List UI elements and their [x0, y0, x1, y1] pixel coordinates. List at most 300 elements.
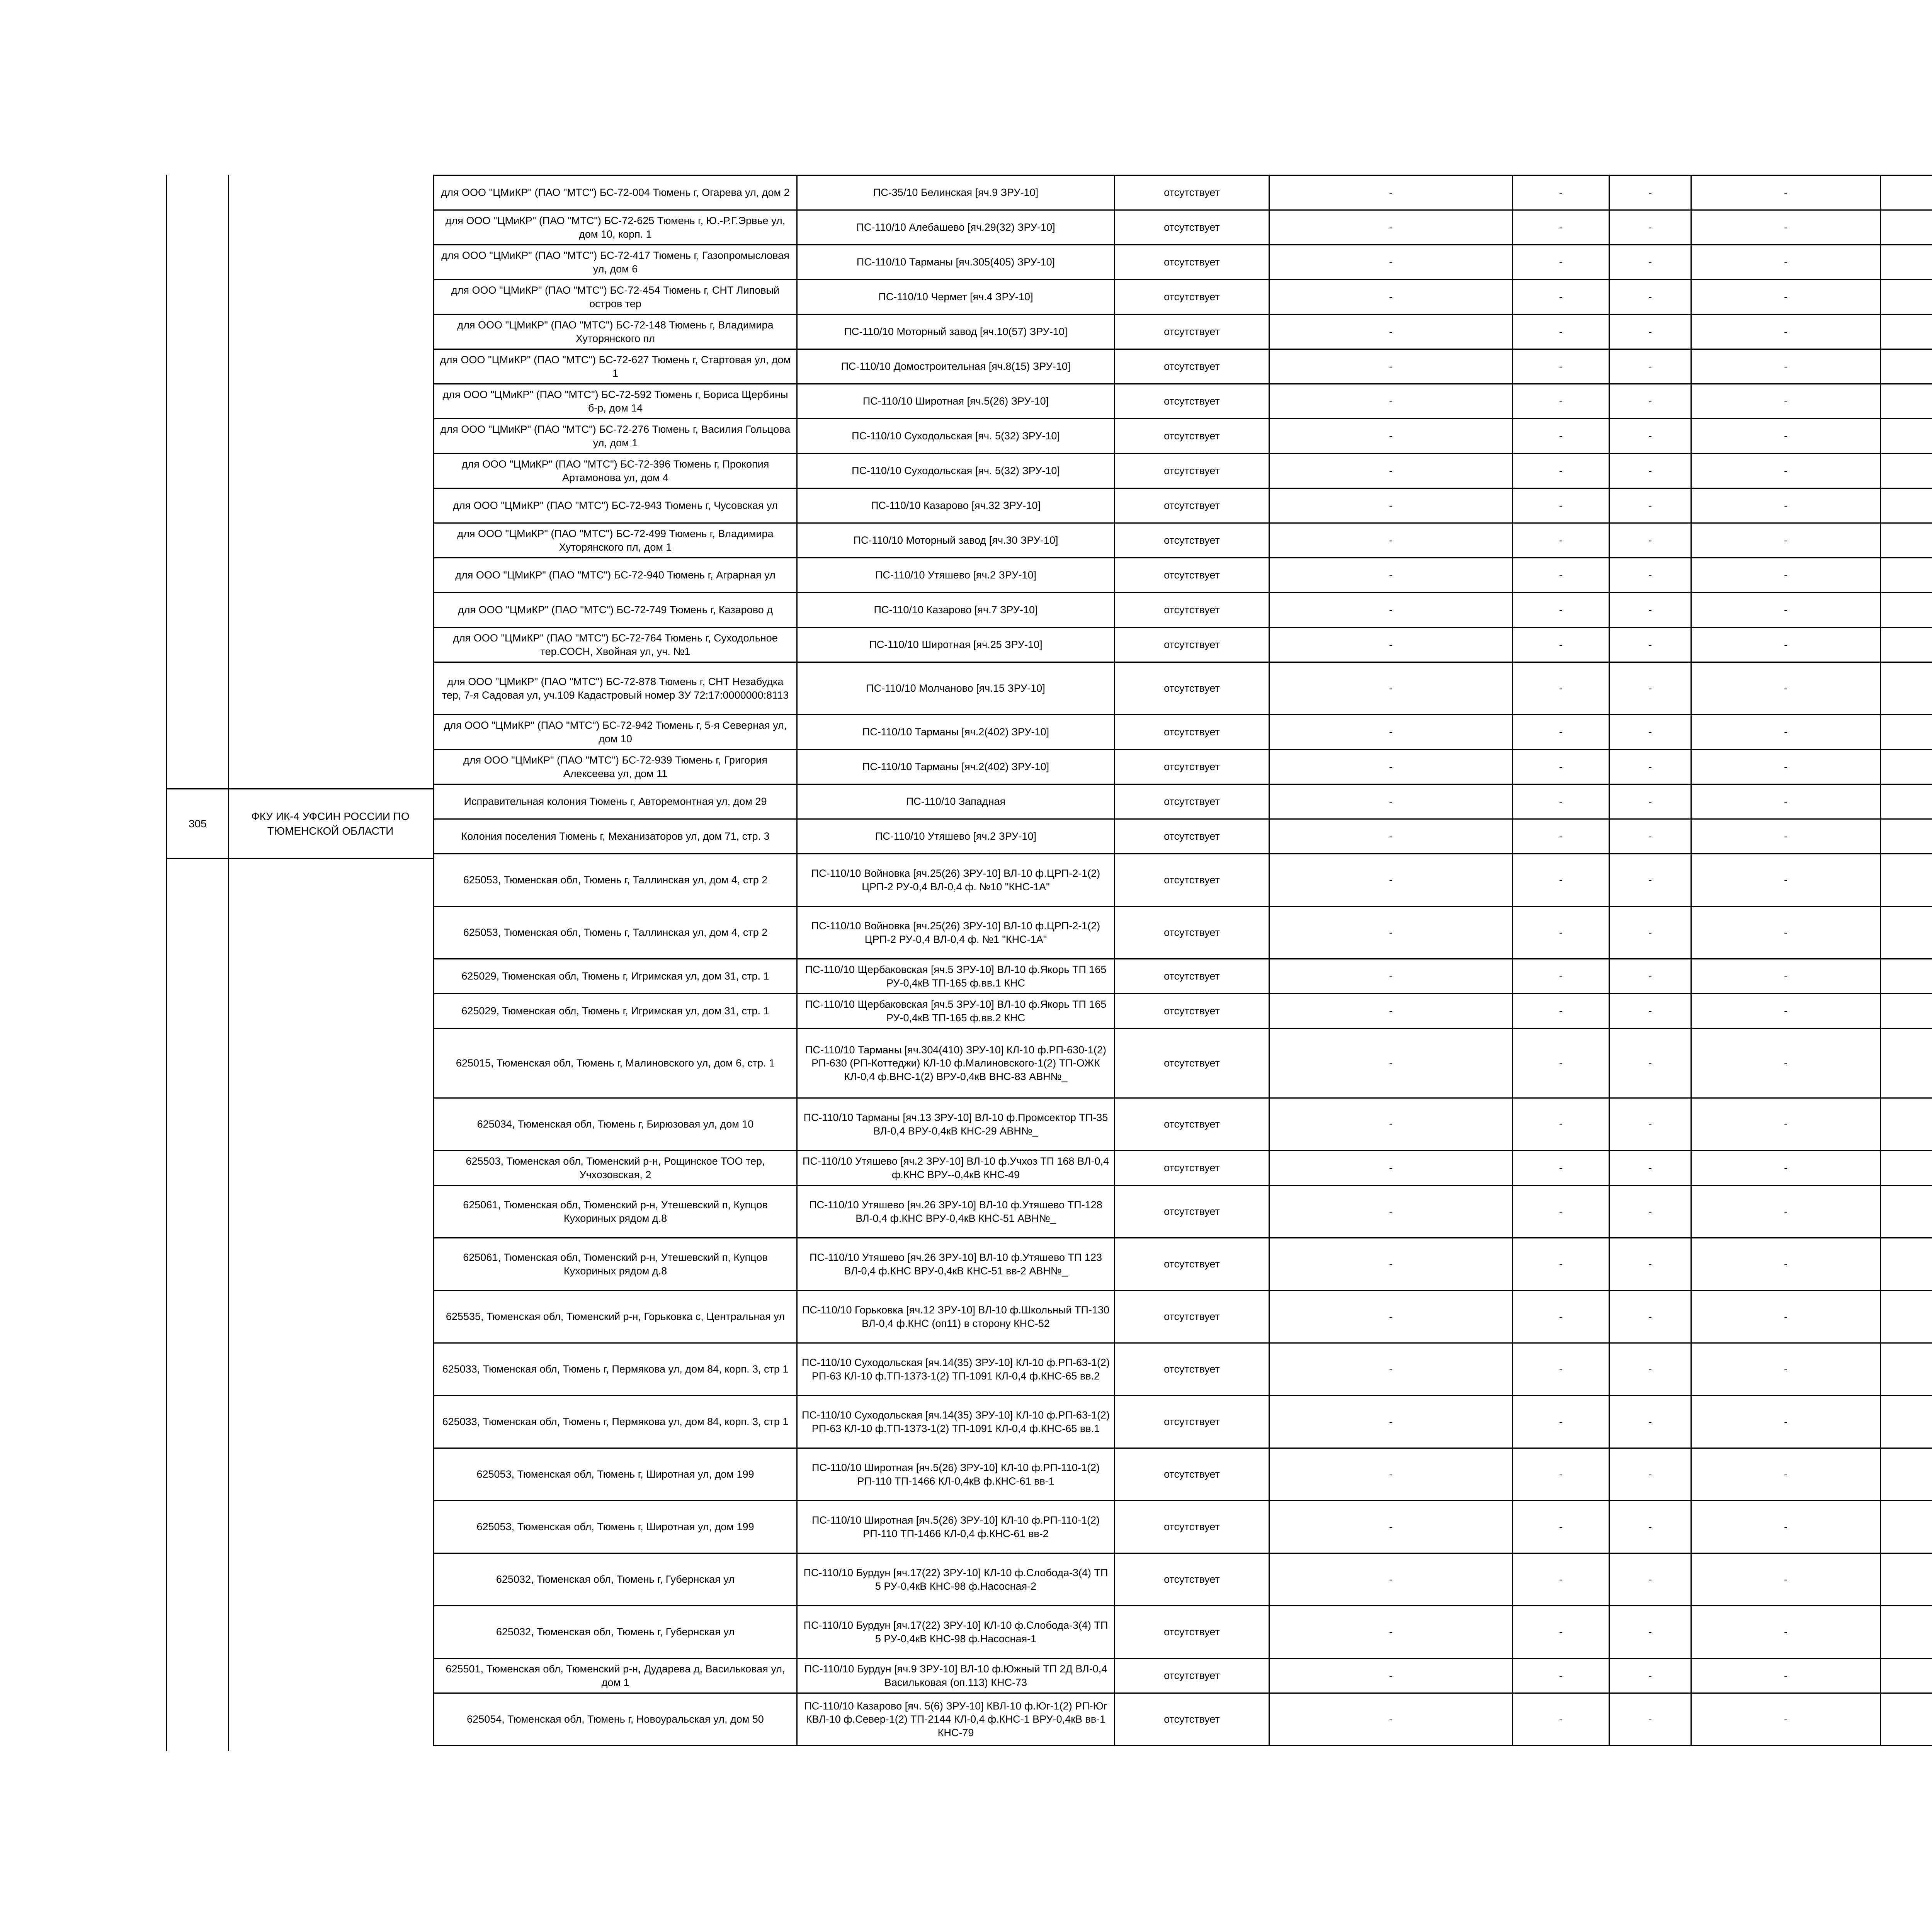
source-cell: ПС-110/10 Широтная [яч.5(26) ЗРУ-10] КЛ-10 ф.РП-110-1(2) РП-110 ТП-1466 КЛ-0,4кВ ф.КНС-61 вв-1	[797, 1448, 1115, 1501]
value-cell-4: -	[1269, 315, 1513, 349]
value-cell-4: -	[1269, 1501, 1513, 1553]
value-cell-8	[1881, 280, 1932, 315]
value-cell-5: -	[1513, 488, 1609, 523]
value-cell-6: -	[1609, 384, 1691, 419]
source-cell: ПС-110/10 Войновка [яч.25(26) ЗРУ-10] ВЛ-10 ф.ЦРП-2-1(2) ЦРП-2 РУ-0,4 ВЛ-0,4 ф. №1 "КНС-1А"	[797, 907, 1115, 959]
value-cell-6: -	[1609, 1151, 1691, 1186]
value-cell-4: -	[1269, 1396, 1513, 1448]
value-cell-6: -	[1609, 349, 1691, 384]
table-row	[434, 1098, 1932, 1151]
table-row	[434, 1501, 1932, 1553]
value-cell-7: -	[1691, 315, 1881, 349]
value-cell-4: -	[1269, 349, 1513, 384]
table-row	[434, 245, 1932, 280]
object-cell: 625032, Тюменская обл, Тюмень г, Губернская ул	[434, 1606, 797, 1658]
source-cell: ПС-110/10 Казарово [яч.32 ЗРУ-10]	[797, 488, 1115, 523]
value-cell-8	[1881, 523, 1932, 558]
value-cell-7: -	[1691, 1553, 1881, 1606]
value-cell-6: -	[1609, 1606, 1691, 1658]
table-row	[434, 1186, 1932, 1238]
value-cell-4: -	[1269, 1029, 1513, 1098]
value-cell-5: -	[1513, 959, 1609, 994]
value-cell-4: -	[1269, 854, 1513, 907]
value-cell-6: -	[1609, 1396, 1691, 1448]
value-cell-5: -	[1513, 1553, 1609, 1606]
value-cell-6: -	[1609, 907, 1691, 959]
status-cell: отсутствует	[1115, 1029, 1269, 1098]
table-row	[434, 384, 1932, 419]
object-cell: для ООО "ЦМиКР" (ПАО "МТС") БС-72-454 Тюмень г, СНТ Липовый остров тер	[434, 280, 797, 315]
value-cell-8	[1881, 1238, 1932, 1291]
value-cell-8	[1881, 349, 1932, 384]
value-cell-4: -	[1269, 245, 1513, 280]
value-cell-4: -	[1269, 1606, 1513, 1658]
table-row	[434, 1343, 1932, 1396]
value-cell-8	[1881, 1151, 1932, 1186]
value-cell-7: -	[1691, 907, 1881, 959]
object-cell: 625503, Тюменская обл, Тюменский р-н, Рощинское ТОО тер, Учхозовская, 2	[434, 1151, 797, 1186]
value-cell-5: -	[1513, 280, 1609, 315]
value-cell-6: -	[1609, 662, 1691, 715]
value-cell-8	[1881, 1448, 1932, 1501]
status-cell: отсутствует	[1115, 349, 1269, 384]
value-cell-7: -	[1691, 558, 1881, 593]
value-cell-8	[1881, 558, 1932, 593]
source-cell: ПС-110/10 Суходольская [яч.14(35) ЗРУ-10] КЛ-10 ф.РП-63-1(2) РП-63 КЛ-10 ф.ТП-1373-1(2) ТП-1091 КЛ-0,4 ф.КНС-65 вв.2	[797, 1343, 1115, 1396]
object-cell: 625029, Тюменская обл, Тюмень г, Игримская ул, дом 31, стр. 1	[434, 959, 797, 994]
value-cell-5: -	[1513, 819, 1609, 854]
status-cell: отсутствует	[1115, 245, 1269, 280]
source-cell: ПС-110/10 Моторный завод [яч.30 ЗРУ-10]	[797, 523, 1115, 558]
source-cell: ПС-110/10 Казарово [яч.7 ЗРУ-10]	[797, 593, 1115, 628]
table-row	[434, 315, 1932, 349]
value-cell-7: -	[1691, 1029, 1881, 1098]
status-cell: отсутствует	[1115, 1396, 1269, 1448]
value-cell-5: -	[1513, 1606, 1609, 1658]
value-cell-4: -	[1269, 628, 1513, 662]
status-cell: отсутствует	[1115, 175, 1269, 210]
value-cell-8	[1881, 1658, 1932, 1693]
table-row	[434, 488, 1932, 523]
value-cell-7: -	[1691, 1396, 1881, 1448]
object-cell: 625053, Тюменская обл, Тюмень г, Таллинская ул, дом 4, стр 2	[434, 854, 797, 907]
source-cell: ПС-110/10 Бурдун [яч.17(22) ЗРУ-10] КЛ-10 ф.Слобода-3(4) ТП 5 РУ-0,4кВ КНС-98 ф.Насосная-2	[797, 1553, 1115, 1606]
value-cell-4: -	[1269, 1291, 1513, 1343]
value-cell-6: -	[1609, 558, 1691, 593]
table-row	[434, 1396, 1932, 1448]
value-cell-7: -	[1691, 959, 1881, 994]
object-cell: 625033, Тюменская обл, Тюмень г, Пермякова ул, дом 84, корп. 3, стр 1	[434, 1343, 797, 1396]
value-cell-7: -	[1691, 1186, 1881, 1238]
value-cell-5: -	[1513, 1658, 1609, 1693]
status-cell: отсутствует	[1115, 523, 1269, 558]
value-cell-4: -	[1269, 1448, 1513, 1501]
source-cell: ПС-110/10 Алебашево [яч.29(32) ЗРУ-10]	[797, 210, 1115, 245]
value-cell-7: -	[1691, 715, 1881, 750]
value-cell-6: -	[1609, 1186, 1691, 1238]
value-cell-4: -	[1269, 593, 1513, 628]
value-cell-7: -	[1691, 593, 1881, 628]
value-cell-5: -	[1513, 1693, 1609, 1746]
value-cell-4: -	[1269, 819, 1513, 854]
value-cell-6: -	[1609, 210, 1691, 245]
value-cell-4: -	[1269, 1658, 1513, 1693]
value-cell-7: -	[1691, 175, 1881, 210]
status-cell: отсутствует	[1115, 593, 1269, 628]
source-cell: ПС-110/10 Горьковка [яч.12 ЗРУ-10] ВЛ-10 ф.Школьный ТП-130 ВЛ-0,4 ф.КНС (оп11) в сторону КНС-52	[797, 1291, 1115, 1343]
value-cell-7: -	[1691, 1606, 1881, 1658]
status-cell: отсутствует	[1115, 488, 1269, 523]
value-cell-6: -	[1609, 1693, 1691, 1746]
status-cell: отсутствует	[1115, 994, 1269, 1029]
value-cell-7: -	[1691, 1501, 1881, 1553]
value-cell-5: -	[1513, 1501, 1609, 1553]
value-cell-7: -	[1691, 210, 1881, 245]
object-cell: Колония поселения Тюмень г, Механизаторов ул, дом 71, стр. 3	[434, 819, 797, 854]
object-cell: 625034, Тюменская обл, Тюмень г, Бирюзовая ул, дом 10	[434, 1098, 797, 1151]
value-cell-5: -	[1513, 175, 1609, 210]
value-cell-8	[1881, 593, 1932, 628]
status-cell: отсутствует	[1115, 210, 1269, 245]
table-row	[434, 959, 1932, 994]
value-cell-5: -	[1513, 315, 1609, 349]
value-cell-8	[1881, 1186, 1932, 1238]
value-cell-4: -	[1269, 784, 1513, 819]
table-row	[434, 349, 1932, 384]
source-cell: ПС-110/10 Широтная [яч.25 ЗРУ-10]	[797, 628, 1115, 662]
column-rule-left-2	[228, 175, 229, 1751]
value-cell-7: -	[1691, 245, 1881, 280]
value-cell-5: -	[1513, 593, 1609, 628]
value-cell-6: -	[1609, 750, 1691, 784]
source-cell: ПС-110/10 Утяшево [яч.2 ЗРУ-10]	[797, 819, 1115, 854]
value-cell-8	[1881, 1501, 1932, 1553]
value-cell-4: -	[1269, 715, 1513, 750]
table-row	[434, 1291, 1932, 1343]
value-cell-5: -	[1513, 1448, 1609, 1501]
value-cell-4: -	[1269, 994, 1513, 1029]
value-cell-7: -	[1691, 1238, 1881, 1291]
status-cell: отсутствует	[1115, 419, 1269, 454]
object-cell: для ООО "ЦМиКР" (ПАО "МТС") БС-72-148 Тюмень г, Владимира Хуторянского пл	[434, 315, 797, 349]
table-row	[434, 907, 1932, 959]
value-cell-4: -	[1269, 558, 1513, 593]
source-cell: ПС-110/10 Войновка [яч.25(26) ЗРУ-10] ВЛ-10 ф.ЦРП-2-1(2) ЦРП-2 РУ-0,4 ВЛ-0,4 ф. №10 "КНС-1А"	[797, 854, 1115, 907]
status-cell: отсутствует	[1115, 959, 1269, 994]
status-cell: отсутствует	[1115, 1448, 1269, 1501]
source-cell: ПС-110/10 Тарманы [яч.2(402) ЗРУ-10]	[797, 715, 1115, 750]
source-cell: ПС-110/10 Суходольская [яч. 5(32) ЗРУ-10]	[797, 419, 1115, 454]
value-cell-4: -	[1269, 488, 1513, 523]
value-cell-7: -	[1691, 280, 1881, 315]
value-cell-7: -	[1691, 384, 1881, 419]
value-cell-6: -	[1609, 994, 1691, 1029]
value-cell-8	[1881, 175, 1932, 210]
value-cell-8	[1881, 1291, 1932, 1343]
value-cell-4: -	[1269, 1098, 1513, 1151]
column-rule-left-1	[166, 175, 167, 1751]
value-cell-8	[1881, 1029, 1932, 1098]
value-cell-8	[1881, 854, 1932, 907]
value-cell-7: -	[1691, 662, 1881, 715]
value-cell-4: -	[1269, 959, 1513, 994]
status-cell: отсутствует	[1115, 454, 1269, 488]
value-cell-7: -	[1691, 1693, 1881, 1746]
object-cell: 625015, Тюменская обл, Тюмень г, Малиновского ул, дом 6, стр. 1	[434, 1029, 797, 1098]
value-cell-6: -	[1609, 419, 1691, 454]
value-cell-6: -	[1609, 784, 1691, 819]
object-cell: 625053, Тюменская обл, Тюмень г, Широтная ул, дом 199	[434, 1448, 797, 1501]
value-cell-6: -	[1609, 959, 1691, 994]
value-cell-6: -	[1609, 1098, 1691, 1151]
status-cell: отсутствует	[1115, 1553, 1269, 1606]
value-cell-5: -	[1513, 1151, 1609, 1186]
source-cell: ПС-110/10 Суходольская [яч.14(35) ЗРУ-10] КЛ-10 ф.РП-63-1(2) РП-63 КЛ-10 ф.ТП-1373-1(2) ТП-1091 КЛ-0,4 ф.КНС-65 вв.1	[797, 1396, 1115, 1448]
value-cell-4: -	[1269, 1186, 1513, 1238]
value-cell-8	[1881, 662, 1932, 715]
value-cell-5: -	[1513, 523, 1609, 558]
value-cell-8	[1881, 907, 1932, 959]
value-cell-6: -	[1609, 1029, 1691, 1098]
table-row	[434, 715, 1932, 750]
value-cell-6: -	[1609, 1291, 1691, 1343]
value-cell-8	[1881, 994, 1932, 1029]
table-row	[434, 784, 1932, 819]
value-cell-6: -	[1609, 854, 1691, 907]
object-cell: 625061, Тюменская обл, Тюменский р-н, Утешевский п, Купцов Кухориных рядом д.8	[434, 1238, 797, 1291]
source-cell: ПС-110/10 Моторный завод [яч.10(57) ЗРУ-10]	[797, 315, 1115, 349]
object-cell: для ООО "ЦМиКР" (ПАО "МТС") БС-72-625 Тюмень г, Ю.-Р.Г.Эрвье ул, дом 10, корп. 1	[434, 210, 797, 245]
status-cell: отсутствует	[1115, 280, 1269, 315]
value-cell-5: -	[1513, 349, 1609, 384]
source-cell: ПС-110/10 Широтная [яч.5(26) ЗРУ-10] КЛ-10 ф.РП-110-1(2) РП-110 ТП-1466 КЛ-0,4 ф.КНС-61 вв-2	[797, 1501, 1115, 1553]
value-cell-6: -	[1609, 593, 1691, 628]
status-cell: отсутствует	[1115, 1658, 1269, 1693]
value-cell-8	[1881, 384, 1932, 419]
value-cell-4: -	[1269, 750, 1513, 784]
value-cell-8	[1881, 245, 1932, 280]
object-cell: 625054, Тюменская обл, Тюмень г, Новоуральская ул, дом 50	[434, 1693, 797, 1746]
status-cell: отсутствует	[1115, 1606, 1269, 1658]
status-cell: отсутствует	[1115, 1238, 1269, 1291]
status-cell: отсутствует	[1115, 1098, 1269, 1151]
source-cell: ПС-35/10 Белинская [яч.9 ЗРУ-10]	[797, 175, 1115, 210]
value-cell-6: -	[1609, 1658, 1691, 1693]
value-cell-4: -	[1269, 523, 1513, 558]
value-cell-8	[1881, 488, 1932, 523]
table-row	[434, 1658, 1932, 1693]
value-cell-6: -	[1609, 1343, 1691, 1396]
object-cell: 625053, Тюменская обл, Тюмень г, Таллинская ул, дом 4, стр 2	[434, 907, 797, 959]
value-cell-8	[1881, 1098, 1932, 1151]
group-305-number: 305	[189, 817, 207, 830]
status-cell: отсутствует	[1115, 907, 1269, 959]
value-cell-4: -	[1269, 210, 1513, 245]
value-cell-7: -	[1691, 1151, 1881, 1186]
source-cell: ПС-110/10 Домостроительная [яч.8(15) ЗРУ-10]	[797, 349, 1115, 384]
table-row	[434, 1238, 1932, 1291]
value-cell-8	[1881, 315, 1932, 349]
object-cell: для ООО "ЦМиКР" (ПАО "МТС") БС-72-764 Тюмень г, Суходольное тер.СОСН, Хвойная ул, уч. №1	[434, 628, 797, 662]
status-cell: отсутствует	[1115, 315, 1269, 349]
object-cell: Исправительная колония Тюмень г, Авторемонтная ул, дом 29	[434, 784, 797, 819]
object-cell: 625501, Тюменская обл, Тюменский р-н, Дударева д, Васильковая ул, дом 1	[434, 1658, 797, 1693]
value-cell-6: -	[1609, 488, 1691, 523]
source-cell: ПС-110/10 Утяшево [яч.2 ЗРУ-10] ВЛ-10 ф.Учхоз ТП 168 ВЛ-0,4 ф.КНС ВРУ--0,4кВ КНС-49	[797, 1151, 1115, 1186]
value-cell-6: -	[1609, 1553, 1691, 1606]
value-cell-5: -	[1513, 384, 1609, 419]
table-row	[434, 419, 1932, 454]
value-cell-5: -	[1513, 1098, 1609, 1151]
value-cell-8	[1881, 750, 1932, 784]
value-cell-6: -	[1609, 1448, 1691, 1501]
value-cell-4: -	[1269, 280, 1513, 315]
source-cell: ПС-110/10 Щербаковская [яч.5 ЗРУ-10] ВЛ-10 ф.Якорь ТП 165 РУ-0,4кВ ТП-165 ф.вв.1 КНС	[797, 959, 1115, 994]
status-cell: отсутствует	[1115, 1501, 1269, 1553]
table-row	[434, 1553, 1932, 1606]
status-cell: отсутствует	[1115, 662, 1269, 715]
status-cell: отсутствует	[1115, 819, 1269, 854]
value-cell-4: -	[1269, 1151, 1513, 1186]
group-305-bottom-rule	[166, 858, 433, 859]
value-cell-5: -	[1513, 558, 1609, 593]
object-cell: для ООО "ЦМиКР" (ПАО "МТС") БС-72-004 Тюмень г, Огарева ул, дом 2	[434, 175, 797, 210]
connections-table	[433, 175, 1932, 1746]
value-cell-4: -	[1269, 907, 1513, 959]
object-cell: для ООО "ЦМиКР" (ПАО "МТС") БС-72-276 Тюмень г, Василия Гольцова ул, дом 1	[434, 419, 797, 454]
value-cell-7: -	[1691, 349, 1881, 384]
value-cell-4: -	[1269, 1553, 1513, 1606]
source-cell: ПС-110/10 Чермет [яч.4 ЗРУ-10]	[797, 280, 1115, 315]
table-row	[434, 750, 1932, 784]
status-cell: отсутствует	[1115, 1693, 1269, 1746]
table-row	[434, 1029, 1932, 1098]
table-row	[434, 628, 1932, 662]
value-cell-4: -	[1269, 662, 1513, 715]
status-cell: отсутствует	[1115, 1151, 1269, 1186]
table-row	[434, 662, 1932, 715]
table-row	[434, 523, 1932, 558]
object-cell: 625029, Тюменская обл, Тюмень г, Игримская ул, дом 31, стр. 1	[434, 994, 797, 1029]
object-cell: для ООО "ЦМиКР" (ПАО "МТС") БС-72-499 Тюмень г, Владимира Хуторянского пл, дом 1	[434, 523, 797, 558]
value-cell-4: -	[1269, 175, 1513, 210]
value-cell-5: -	[1513, 1291, 1609, 1343]
table-row	[434, 280, 1932, 315]
source-cell: ПС-110/10 Казарово [яч. 5(6) ЗРУ-10] КВЛ-10 ф.Юг-1(2) РП-Юг КВЛ-10 ф.Север-1(2) ТП-2144 КЛ-0,4 ф.КНС-1 ВРУ-0,4кВ вв-1 КНС-79	[797, 1693, 1115, 1746]
value-cell-5: -	[1513, 994, 1609, 1029]
status-cell: отсутствует	[1115, 1291, 1269, 1343]
value-cell-8	[1881, 1553, 1932, 1606]
source-cell: ПС-110/10 Суходольская [яч. 5(32) ЗРУ-10]	[797, 454, 1115, 488]
table-row	[434, 854, 1932, 907]
source-cell: ПС-110/10 Бурдун [яч.17(22) ЗРУ-10] КЛ-10 ф.Слобода-3(4) ТП 5 РУ-0,4кВ КНС-98 ф.Насосная-1	[797, 1606, 1115, 1658]
table-row	[434, 454, 1932, 488]
source-cell: ПС-110/10 Утяшево [яч.26 ЗРУ-10] ВЛ-10 ф.Утяшево ТП 123 ВЛ-0,4 ф.КНС ВРУ-0,4кВ КНС-51 вв-2 АВН№_	[797, 1238, 1115, 1291]
value-cell-8	[1881, 419, 1932, 454]
value-cell-6: -	[1609, 819, 1691, 854]
object-cell: для ООО "ЦМиКР" (ПАО "МТС") БС-72-592 Тюмень г, Бориса Щербины б-р, дом 14	[434, 384, 797, 419]
source-cell: ПС-110/10 Широтная [яч.5(26) ЗРУ-10]	[797, 384, 1115, 419]
table-row	[434, 1151, 1932, 1186]
value-cell-6: -	[1609, 1238, 1691, 1291]
value-cell-5: -	[1513, 210, 1609, 245]
value-cell-8	[1881, 959, 1932, 994]
value-cell-6: -	[1609, 715, 1691, 750]
table-body	[434, 175, 1932, 1746]
value-cell-7: -	[1691, 854, 1881, 907]
value-cell-8	[1881, 454, 1932, 488]
source-cell: ПС-110/10 Западная	[797, 784, 1115, 819]
object-cell: 625061, Тюменская обл, Тюменский р-н, Утешевский п, Купцов Кухориных рядом д.8	[434, 1186, 797, 1238]
value-cell-8	[1881, 819, 1932, 854]
object-cell: для ООО "ЦМиКР" (ПАО "МТС") БС-72-396 Тюмень г, Прокопия Артамонова ул, дом 4	[434, 454, 797, 488]
table-row	[434, 994, 1932, 1029]
source-cell: ПС-110/10 Тарманы [яч.13 ЗРУ-10] ВЛ-10 ф.Промсектор ТП-35 ВЛ-0,4 ВРУ-0,4кВ КНС-29 АВН№_	[797, 1098, 1115, 1151]
value-cell-7: -	[1691, 454, 1881, 488]
status-cell: отсутствует	[1115, 1343, 1269, 1396]
value-cell-6: -	[1609, 175, 1691, 210]
value-cell-7: -	[1691, 1098, 1881, 1151]
value-cell-5: -	[1513, 245, 1609, 280]
value-cell-7: -	[1691, 819, 1881, 854]
object-cell: для ООО "ЦМиКР" (ПАО "МТС") БС-72-417 Тюмень г, Газопромысловая ул, дом 6	[434, 245, 797, 280]
table-row	[434, 1606, 1932, 1658]
value-cell-4: -	[1269, 384, 1513, 419]
value-cell-8	[1881, 628, 1932, 662]
object-cell: для ООО "ЦМиКР" (ПАО "МТС") БС-72-942 Тюмень г, 5-я Северная ул, дом 10	[434, 715, 797, 750]
status-cell: отсутствует	[1115, 384, 1269, 419]
table-row	[434, 593, 1932, 628]
value-cell-7: -	[1691, 1343, 1881, 1396]
status-cell: отсутствует	[1115, 750, 1269, 784]
value-cell-6: -	[1609, 315, 1691, 349]
value-cell-8	[1881, 210, 1932, 245]
value-cell-7: -	[1691, 1658, 1881, 1693]
value-cell-5: -	[1513, 1186, 1609, 1238]
object-cell: для ООО "ЦМиКР" (ПАО "МТС") БС-72-939 Тюмень г, Григория Алексеева ул, дом 11	[434, 750, 797, 784]
object-cell: для ООО "ЦМиКР" (ПАО "МТС") БС-72-627 Тюмень г, Стартовая ул, дом 1	[434, 349, 797, 384]
value-cell-5: -	[1513, 1238, 1609, 1291]
value-cell-7: -	[1691, 994, 1881, 1029]
status-cell: отсутствует	[1115, 1186, 1269, 1238]
object-cell: для ООО "ЦМиКР" (ПАО "МТС") БС-72-943 Тюмень г, Чусовская ул	[434, 488, 797, 523]
value-cell-5: -	[1513, 715, 1609, 750]
value-cell-4: -	[1269, 454, 1513, 488]
table-row	[434, 210, 1932, 245]
source-cell: ПС-110/10 Тарманы [яч.305(405) ЗРУ-10]	[797, 245, 1115, 280]
value-cell-6: -	[1609, 245, 1691, 280]
value-cell-7: -	[1691, 1448, 1881, 1501]
value-cell-5: -	[1513, 1029, 1609, 1098]
group-305-organization: ФКУ ИК-4 УФСИН РОССИИ ПО ТЮМЕНСКОЙ ОБЛАСТИ	[251, 810, 410, 837]
value-cell-5: -	[1513, 419, 1609, 454]
value-cell-8	[1881, 1606, 1932, 1658]
value-cell-5: -	[1513, 907, 1609, 959]
source-cell: ПС-110/10 Щербаковская [яч.5 ЗРУ-10] ВЛ-10 ф.Якорь ТП 165 РУ-0,4кВ ТП-165 ф.вв.2 КНС	[797, 994, 1115, 1029]
source-cell: ПС-110/10 Молчаново [яч.15 ЗРУ-10]	[797, 662, 1115, 715]
source-cell: ПС-110/10 Утяшево [яч.2 ЗРУ-10]	[797, 558, 1115, 593]
value-cell-6: -	[1609, 523, 1691, 558]
value-cell-4: -	[1269, 1343, 1513, 1396]
source-cell: ПС-110/10 Утяшево [яч.26 ЗРУ-10] ВЛ-10 ф.Утяшево ТП-128 ВЛ-0,4 ф.КНС ВРУ-0,4кВ КНС-51 АВН№_	[797, 1186, 1115, 1238]
table-row	[434, 1693, 1932, 1746]
value-cell-5: -	[1513, 1396, 1609, 1448]
value-cell-8	[1881, 1343, 1932, 1396]
value-cell-5: -	[1513, 662, 1609, 715]
value-cell-7: -	[1691, 628, 1881, 662]
status-cell: отсутствует	[1115, 628, 1269, 662]
value-cell-6: -	[1609, 628, 1691, 662]
